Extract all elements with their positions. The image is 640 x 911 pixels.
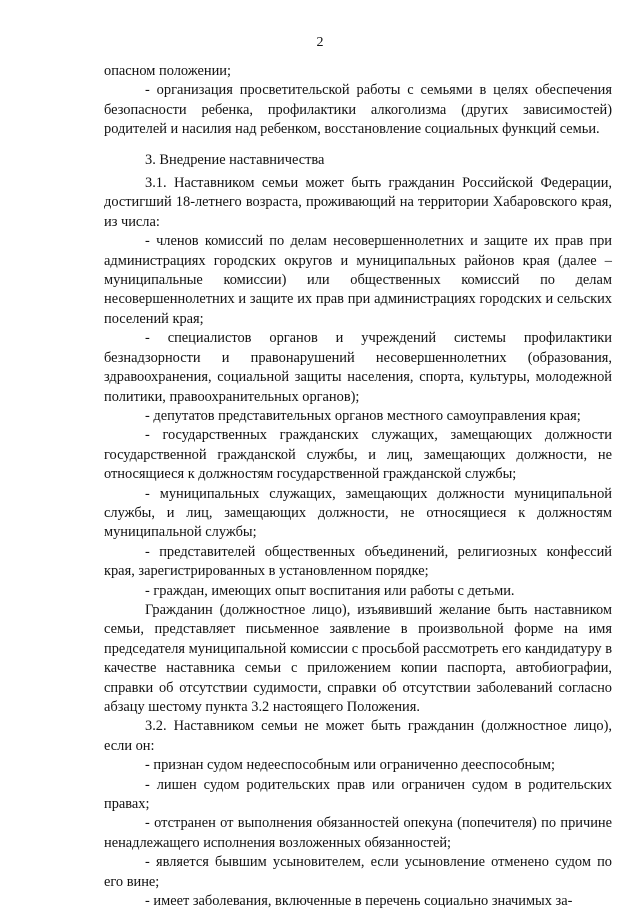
list-item: - муниципальных служащих, замещающих должности муниципальной службы, и лиц, замещающих должности, не относящиеся к должностям муниципальной службы; bbox=[104, 485, 612, 541]
section-heading: 3. Внедрение наставничества bbox=[145, 151, 325, 168]
list-item: - является бывшим усыновителем, если усыновление отменено судом по его вине; bbox=[104, 854, 612, 890]
list-item: - специалистов органов и учреждений системы профилактики безнадзорности и правонарушений несовершеннолетних (образования, здравоохранения, социальной защиты населения, спорта, культуры, молодежной политики, правоохранительных органов); bbox=[104, 330, 612, 405]
paragraph: Гражданин (должностное лицо), изъявивший желание быть наставником семьи, представляет письменное заявление в произвольной форме на имя председателя муниципальной комиссии с просьбой рассмотреть его кандидатуру в качестве наставника семьи с приложением копии паспорта, автобиографии, справки об отсутствии судимости, справки об отсутствии заболеваний согласно абзацу шестому пункта 3.2 настоящего Положения. bbox=[104, 601, 612, 715]
list-item: - граждан, имеющих опыт воспитания или работы с детьми. bbox=[145, 582, 515, 599]
list-item: - признан судом недееспособным или ограниченно дееспособным; bbox=[145, 757, 556, 774]
list-item: - лишен судом родительских прав или ограничен судом в родительских правах; bbox=[104, 776, 612, 813]
list-item: - членов комиссий по делам несовершеннолетних и защите их прав при администрациях городских округов и муниципальных районов края (далее – муниципальные комиссии) или общественных комиссий по делам несовершеннолетних и защите их прав при администрациях городских и сельских поселений края; bbox=[104, 233, 612, 327]
page-number: 2 bbox=[316, 35, 324, 50]
list-item: - представителей общественных объединений, религиозных конфессий края, зарегистрированных в установленном порядке; bbox=[104, 543, 612, 580]
list-item: - депутатов представительных органов местного самоуправления края; bbox=[145, 407, 581, 424]
paragraph: 3.1. Наставником семьи может быть гражданин Российской Федерации, достигший 18-летнего возраста, проживающий на территории Хабаровского края, из числа: bbox=[104, 175, 612, 230]
list-item: - отстранен от выполнения обязанностей опекуна (попечителя) по причине ненадлежащего исполнения возложенных обязанностей; bbox=[104, 815, 612, 851]
paragraph: опасном положении; bbox=[104, 63, 231, 79]
paragraph: - организация просветительской работы с семьями в целях обеспечения безопасности ребенка, профилактики алкоголизма (других зависимостей) родителей и насилия над ребенком, восстановление социальных функций семьи. bbox=[104, 82, 612, 138]
list-item: - государственных гражданских служащих, замещающих должности государственной гражданской службы, и лиц, замещающих должности, не относящиеся к должностям государственной гражданской службы; bbox=[104, 427, 612, 483]
document-body bbox=[104, 62, 612, 911]
list-item: - имеет заболевания, включенные в перечень социально значимых за- bbox=[145, 893, 573, 910]
paragraph: 3.2. Наставником семьи не может быть гражданин (должностное лицо), если он: bbox=[104, 718, 612, 754]
